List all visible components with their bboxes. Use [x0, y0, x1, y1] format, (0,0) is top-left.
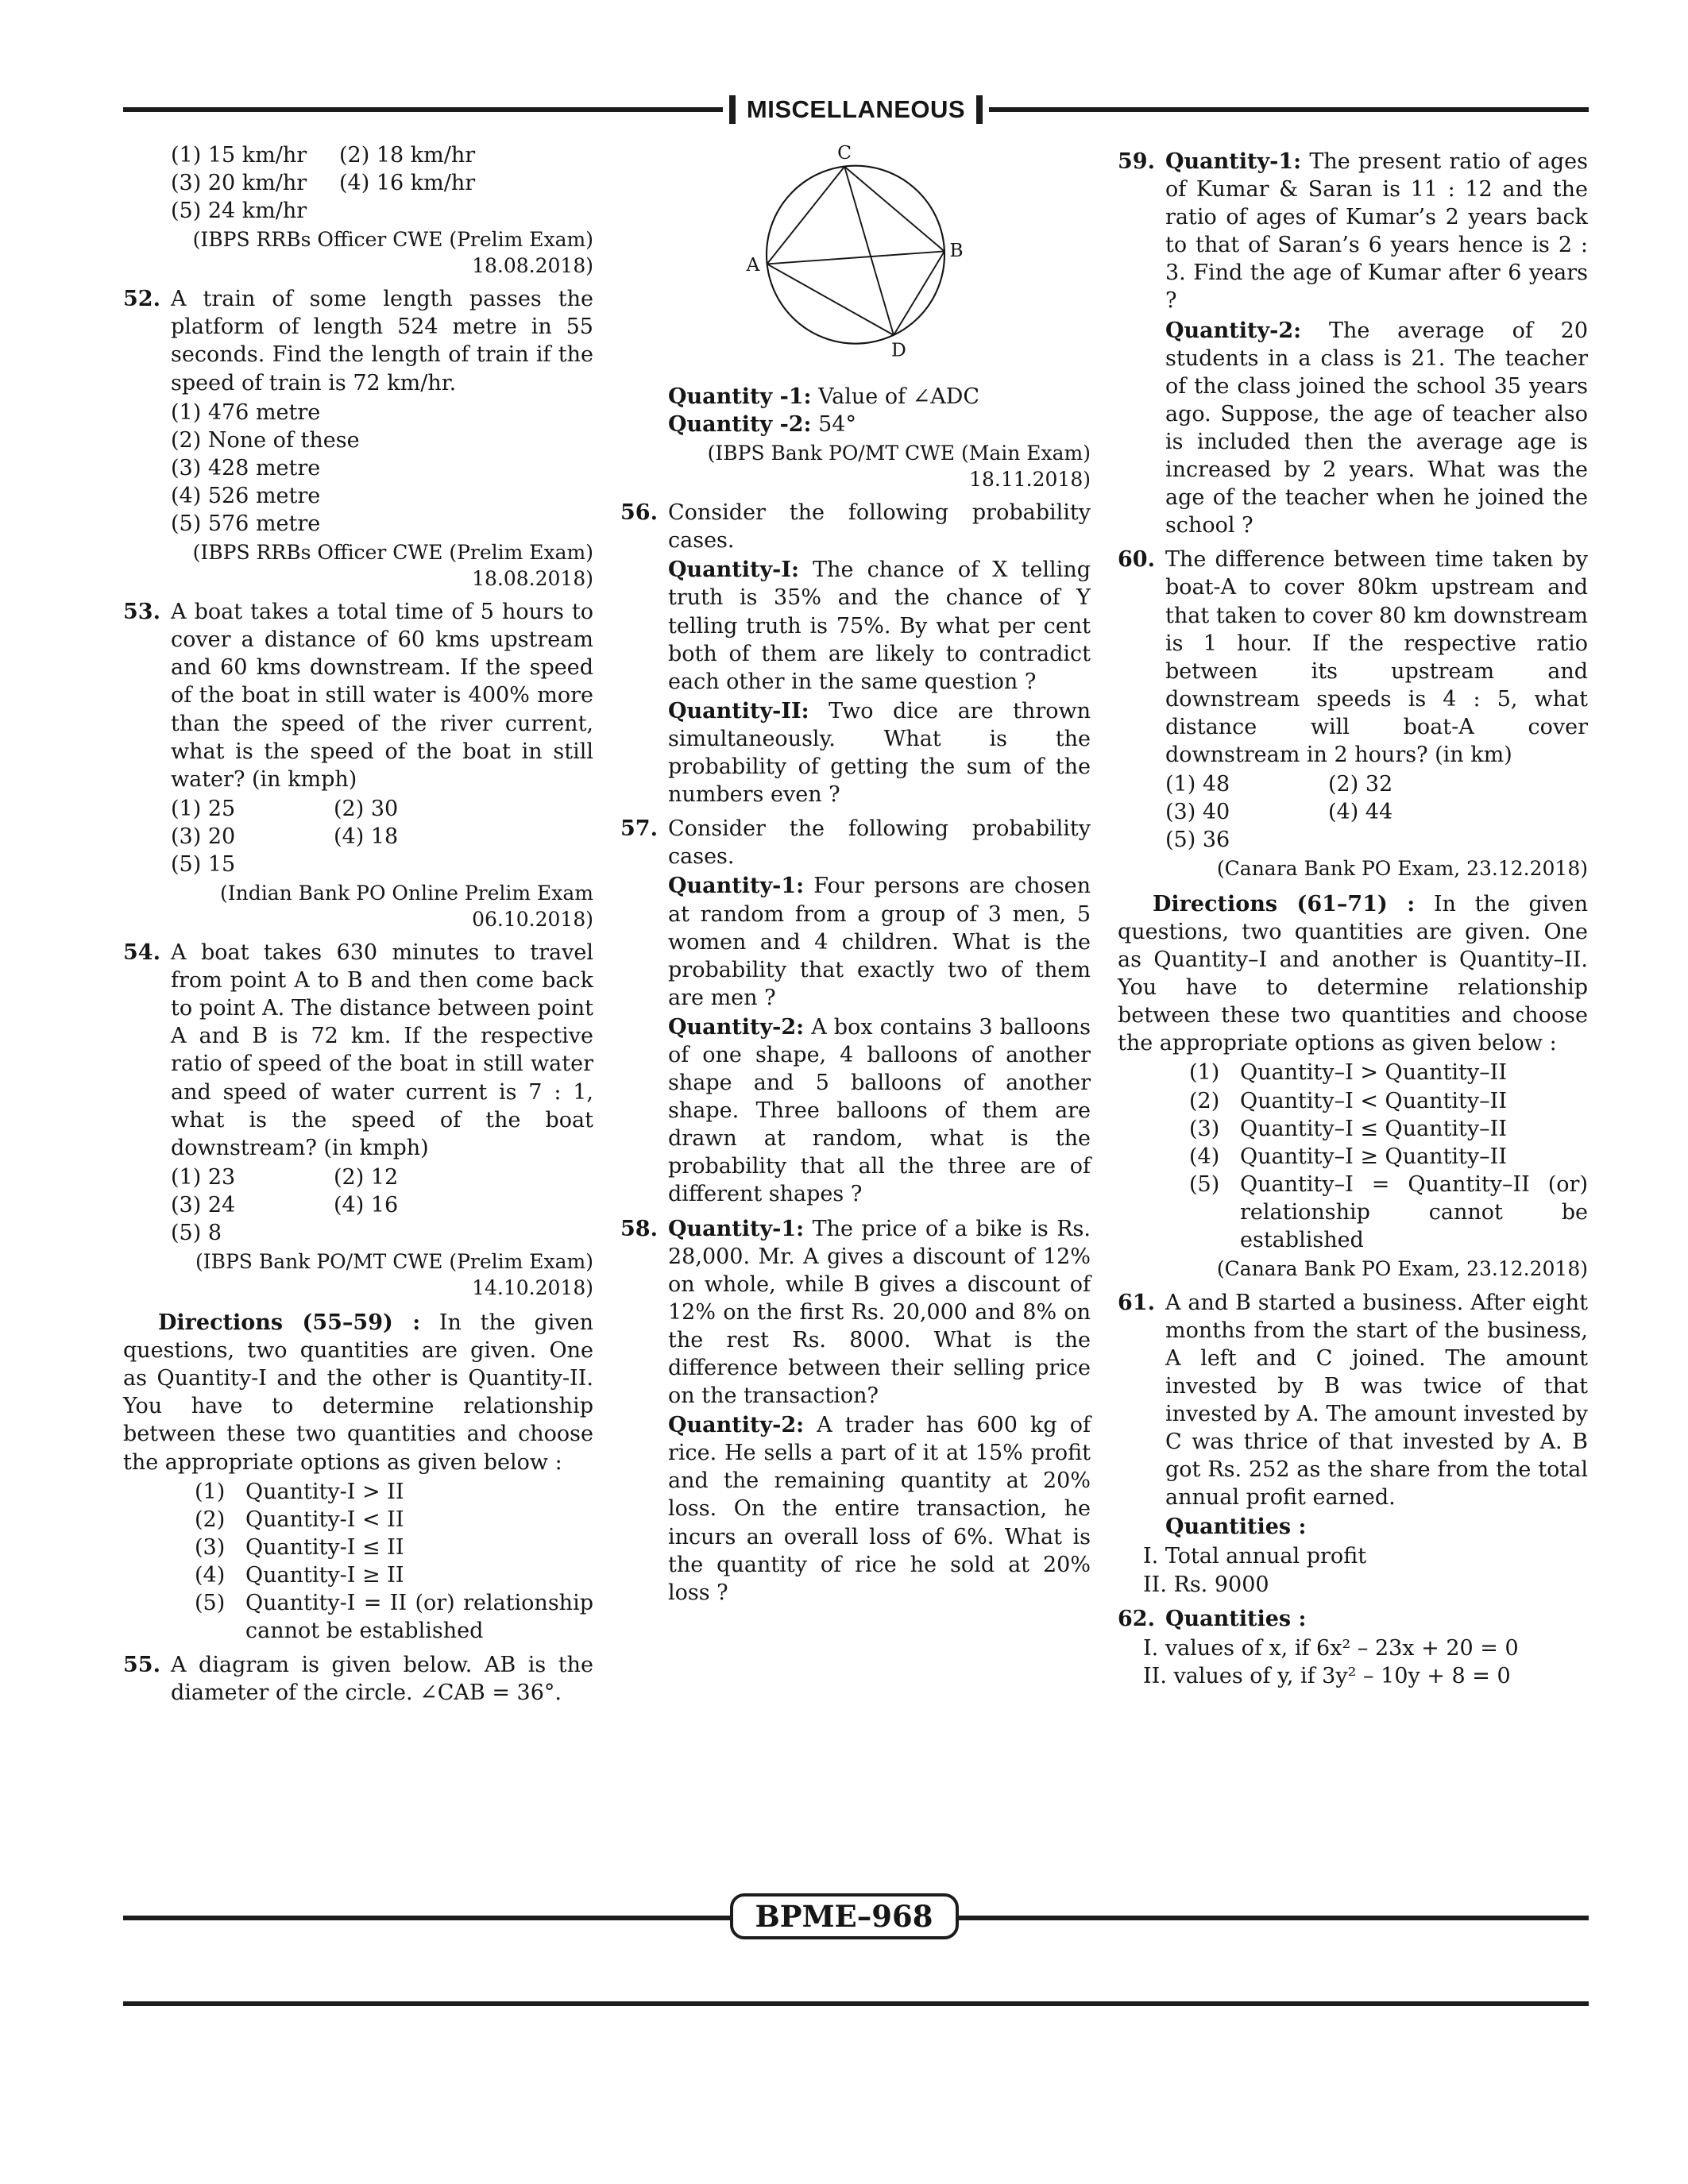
quantity-lead: Quantity-1:: [668, 1216, 805, 1241]
option: (5) 8: [171, 1221, 222, 1245]
question-number: 56.: [620, 500, 658, 526]
option: (4) 18: [334, 824, 399, 849]
chord-cd: [844, 167, 894, 335]
question-59: [1118, 148, 1588, 539]
option: (1) 476 metre: [171, 399, 321, 425]
directions-option: [123, 1561, 593, 1589]
directions-option: [123, 1589, 593, 1645]
question-53-options: [171, 795, 593, 878]
question-intro: Consider the following probability cases.: [668, 816, 1091, 870]
question-number: 60.: [1118, 547, 1155, 573]
column-1: [123, 141, 593, 1707]
option-text: Quantity–I ≤ Quantity–II: [1240, 1116, 1507, 1141]
question-number: 59.: [1118, 149, 1155, 174]
option: (1) 48: [1165, 772, 1230, 797]
diagram-label-a: A: [746, 253, 760, 276]
option-number: (3): [195, 1534, 226, 1560]
directions-lead: Directions (61–71) :: [1153, 891, 1416, 916]
question-60: [1118, 546, 1588, 854]
option: (5) 15: [171, 851, 236, 877]
question-number: 57.: [620, 816, 658, 842]
option-number: (4): [195, 1562, 226, 1588]
option: (3) 20: [171, 824, 236, 849]
quantity-lead: Quantity-1:: [668, 874, 805, 899]
option-number: (1): [1189, 1060, 1220, 1086]
option-text: Quantity-I > II: [245, 1479, 404, 1504]
option: (1) 23: [171, 1164, 236, 1190]
question-text: The difference between time taken by boat-A to cover 80km upstream and that taken to cover 80 km downstream is 1 hour. If the respective ratio between its upstream and downstream speeds is 4 : 5, what distance will boat-A cover downstream in 2 hours? (in km): [1165, 547, 1588, 767]
option: (3) 40: [1165, 800, 1230, 825]
question-text: A boat takes 630 minutes to travel from point A to B and then come back to point A. The distance between point A and B is 72 km. If the respective ratio of speed of the boat in still water and speed of water current is 7 : 1, what is the speed of the boat downstream? (in kmph): [171, 940, 593, 1160]
quantity-lead: Quantity-2:: [1165, 318, 1302, 343]
quantity-text: Two dice are thrown simultaneously. What is the probability of getting the sum of the numbers even ?: [668, 698, 1091, 808]
question-intro: Consider the following probability cases.: [668, 500, 1091, 554]
question-56: [620, 499, 1091, 808]
question-55: [123, 1651, 593, 1707]
option: (4) 16: [334, 1192, 399, 1217]
option: (5) 576 metre: [171, 511, 321, 537]
source-line: 06.10.2018): [472, 907, 593, 931]
quantity-paragraph: [668, 1411, 1091, 1607]
quantity-text: A trader has 600 kg of rice. He sells a part of it at 15% profit and the remaining quantity at 20% loss. On the entire transaction, he incurs an overall loss of 6%. What is the quantity of rice he sold at 20% loss ?: [668, 1413, 1091, 1605]
diagram-label-d: D: [890, 338, 906, 361]
option-number: (3): [1189, 1116, 1220, 1141]
directions-55-59: [123, 1309, 593, 1476]
quantity-text: A box contains 3 balloons of one shape, 4 balloons of another shape and 5 balloons of another shape. Three balloons of them are drawn at random, what is the probability that all the three are of different shapes ?: [668, 1014, 1091, 1207]
source-line: 18.11.2018): [969, 467, 1091, 491]
quantity-2-line: [668, 411, 1091, 438]
directions-text: In the given questions, two quantities are given. One as Quantity-I and the other is Quantity-II. You have to determine relationship between these two quantities and choose the appropriate options as given below :: [123, 1310, 594, 1475]
option: (2) None of these: [171, 427, 360, 453]
question-52: [123, 285, 593, 538]
directions-option: [1118, 1087, 1588, 1115]
option: (4) 16 km/hr: [339, 171, 476, 196]
question-text: A boat takes a total time of 5 hours to cover a distance of 60 kms upstream and 60 kms downstream. If the speed of the boat in still water is 400% more than the speed of the river current, what is the speed of the boat in still water? (in kmph): [171, 600, 593, 792]
question-text: A train of some length passes the platform of length 524 metre in 55 seconds. Find the length of train if the speed of train is 72 km/hr.: [171, 287, 593, 396]
option-number: (2): [1189, 1088, 1220, 1113]
question-number: 61.: [1118, 1290, 1155, 1315]
question-number: 53.: [123, 600, 160, 625]
chord-cb: [844, 167, 944, 252]
source-citation: [123, 881, 593, 932]
option: (2) 18 km/hr: [339, 143, 476, 168]
quantity-lead: Quantity-I:: [668, 558, 799, 583]
quantity-paragraph: [668, 1215, 1091, 1410]
option-text: Quantity–I > Quantity–II: [1240, 1060, 1507, 1086]
quantity-text: Value of ∠ADC: [818, 384, 980, 409]
quantity-lead: Quantity-II:: [668, 698, 809, 723]
quantity-paragraph: [668, 872, 1091, 1011]
source-line: (IBPS Bank PO/MT CWE (Main Exam): [707, 442, 1091, 465]
quantity-lead: Quantity -2:: [668, 412, 812, 438]
option-text: Quantity-I = II (or) relationship cannot be established: [245, 1591, 593, 1644]
quantity-text: The present ratio of ages of Kumar & Saran is 11 : 12 and the ratio of ages of Kumar’s 2 years back to that of Saran’s 6 years hence is 2 : 3. Find the age of Kumar after 6 years ?: [1165, 149, 1588, 314]
question-number: 54.: [123, 940, 160, 966]
quantity-item: I. values of x, if 6x² – 23x + 20 = 0: [1143, 1635, 1519, 1661]
option-number: (5): [1189, 1171, 1220, 1197]
page-code: BPME–968: [730, 1893, 959, 1939]
directions-option: [123, 1506, 593, 1534]
source-line: 18.08.2018): [472, 253, 593, 277]
source-citation: [1118, 856, 1588, 882]
header-rule-left: [123, 107, 723, 112]
question-text: A diagram is given below. AB is the diameter of the circle. ∠CAB = 36°.: [171, 1653, 593, 1706]
quantity-text: The price of a bike is Rs. 28,000. Mr. A gives a discount of 12% on whole, while B gives a discount of 12% on the first Rs. 20,000 and 8% on the rest Rs. 8000. What is the difference between their selling price on the transaction?: [668, 1216, 1091, 1409]
circle-diagram-container: [620, 145, 1091, 373]
quantities-label: Quantities :: [1165, 1606, 1307, 1631]
question-62: [1118, 1605, 1588, 1633]
quantity-lead: Quantity-2:: [668, 1413, 805, 1438]
directions-lead: Directions (55–59) :: [158, 1310, 421, 1336]
quantity-item: II. values of y, if 3y² – 10y + 8 = 0: [1143, 1663, 1511, 1688]
question-number: 55.: [123, 1653, 160, 1678]
quantity-lead: Quantity-2:: [668, 1014, 805, 1040]
question-number: 52.: [123, 287, 160, 312]
directions-option: [123, 1534, 593, 1561]
quantity-1-line: [668, 383, 1091, 411]
directions-text: In the given questions, two quantities are given. One as Quantity–I and another is Quantity–II. You have to determine relationship between these two quantities and choose the appropriate options as given below :: [1118, 891, 1589, 1056]
question-57: [620, 815, 1091, 1208]
option-text: Quantity–I = Quantity–II (or) relationship cannot be established: [1240, 1171, 1588, 1252]
source-citation: [123, 227, 593, 279]
circle: [767, 166, 944, 344]
directions-options: [1118, 1059, 1588, 1254]
question-60-options: [1165, 770, 1588, 854]
option: (1) 25: [171, 796, 236, 821]
option-number: (5): [195, 1591, 226, 1616]
question-53: [123, 598, 593, 878]
option: (4) 44: [1328, 800, 1393, 825]
quantity-text: 54°: [818, 412, 856, 438]
source-citation: [620, 441, 1091, 492]
source-line: (IBPS Bank PO/MT CWE (Prelim Exam): [195, 1250, 593, 1274]
question-58: [620, 1215, 1091, 1607]
option: (5) 24 km/hr: [171, 199, 307, 224]
question-62-quantities: [1118, 1634, 1588, 1690]
quantity-paragraph: [668, 1013, 1091, 1209]
chord-ab: [767, 251, 944, 264]
option-number: (1): [195, 1479, 226, 1504]
column-3: [1118, 141, 1588, 1707]
quantity-text: The average of 20 students in a class is 21. The teacher of the class joined the school 35 years ago. Suppose, the age of teacher also is included then the average age is increased by 2 years. What was the age of the teacher when he joined the school ?: [1165, 318, 1588, 538]
source-line: (IBPS RRBs Officer CWE (Prelim Exam): [192, 228, 593, 252]
option-text: Quantity–I ≥ Quantity–II: [1240, 1144, 1507, 1169]
quantity-lead: Quantity-1:: [1165, 149, 1302, 174]
question-text: A and B started a business. After eight months from the start of the business, A left and C joined. The amount invested by B was twice of that invested by A. The amount invested by C was thrice of that invested by A. B got Rs. 252 as the share from the total annual profit earned.: [1165, 1290, 1588, 1511]
option-text: Quantity–I < Quantity–II: [1240, 1088, 1507, 1113]
quantity-text: Four persons are chosen at random from a group of 3 men, 5 women and 4 children. What is the probability that exactly two of them are men ?: [668, 874, 1091, 1010]
option-text: Quantity-I ≤ II: [245, 1534, 404, 1560]
directions-option: [1118, 1059, 1588, 1086]
header-rule-right: [989, 107, 1589, 112]
option: (2) 12: [334, 1164, 399, 1190]
option: (3) 428 metre: [171, 455, 321, 480]
directions-option: [1118, 1171, 1588, 1254]
question-number: 62.: [1118, 1606, 1155, 1631]
source-line: (IBPS RRBs Officer CWE (Prelim Exam): [192, 541, 593, 565]
directions-option: [1118, 1115, 1588, 1143]
chord-ad: [767, 264, 894, 335]
option-text: Quantity-I < II: [245, 1507, 404, 1532]
quantity-paragraph: [668, 556, 1091, 695]
source-line: 14.10.2018): [472, 1275, 593, 1299]
quantity-text: The chance of X telling truth is 35% and the chance of Y telling truth is 75%. By what per cent both of them are likely to contradict each other in the same question ?: [668, 558, 1091, 694]
question-61: [1118, 1289, 1588, 1542]
page-header: [123, 95, 1589, 124]
source-line: 18.08.2018): [472, 566, 593, 590]
quantity-item: I. Total annual profit: [1143, 1544, 1367, 1569]
content: [123, 141, 1589, 1707]
diagram-label-b: B: [949, 238, 964, 261]
option: (1) 15 km/hr: [171, 143, 307, 168]
circle-diagram: [728, 145, 983, 373]
source-citation: [123, 1249, 593, 1301]
source-citation: [123, 540, 593, 592]
source-line: (Canara Bank PO Exam, 23.12.2018): [1216, 1257, 1588, 1281]
option: (3) 24: [171, 1192, 236, 1217]
option: (3) 20 km/hr: [171, 171, 307, 196]
option: (5) 36: [1165, 828, 1230, 853]
option: (2) 32: [1328, 772, 1393, 797]
question-51-options: [123, 141, 593, 225]
option: (4) 526 metre: [171, 483, 321, 508]
question-54-options: [171, 1163, 593, 1247]
source-line: (Indian Bank PO Online Prelim Exam: [219, 882, 593, 905]
source-citation: [1118, 1256, 1588, 1283]
column-2: [620, 141, 1091, 1707]
diagram-label-c: C: [837, 145, 852, 164]
question-61-quantities: [1118, 1542, 1588, 1598]
question-54: [123, 939, 593, 1247]
quantity-lead: Quantity -1:: [668, 384, 812, 409]
quantity-paragraph: [1165, 148, 1588, 315]
directions-options: [123, 1478, 593, 1646]
quantities-label: Quantities :: [1165, 1515, 1307, 1540]
directions-option: [1118, 1143, 1588, 1171]
chord-db: [894, 251, 944, 335]
quantity-paragraph: [668, 697, 1091, 808]
source-line: (Canara Bank PO Exam, 23.12.2018): [1216, 857, 1588, 881]
bottom-rule: [123, 2001, 1589, 2006]
option-text: Quantity-I ≥ II: [245, 1562, 404, 1588]
quantity-item: II. Rs. 9000: [1143, 1572, 1269, 1597]
option-number: (2): [195, 1507, 226, 1532]
page-title: MISCELLANEOUS: [729, 95, 983, 124]
option-number: (4): [1189, 1144, 1220, 1169]
question-number: 58.: [620, 1216, 658, 1241]
question-52-options: [171, 399, 593, 538]
directions-61-71: [1118, 890, 1588, 1058]
quantity-paragraph: [1165, 317, 1588, 540]
option: (2) 30: [334, 796, 399, 821]
directions-option: [123, 1478, 593, 1506]
